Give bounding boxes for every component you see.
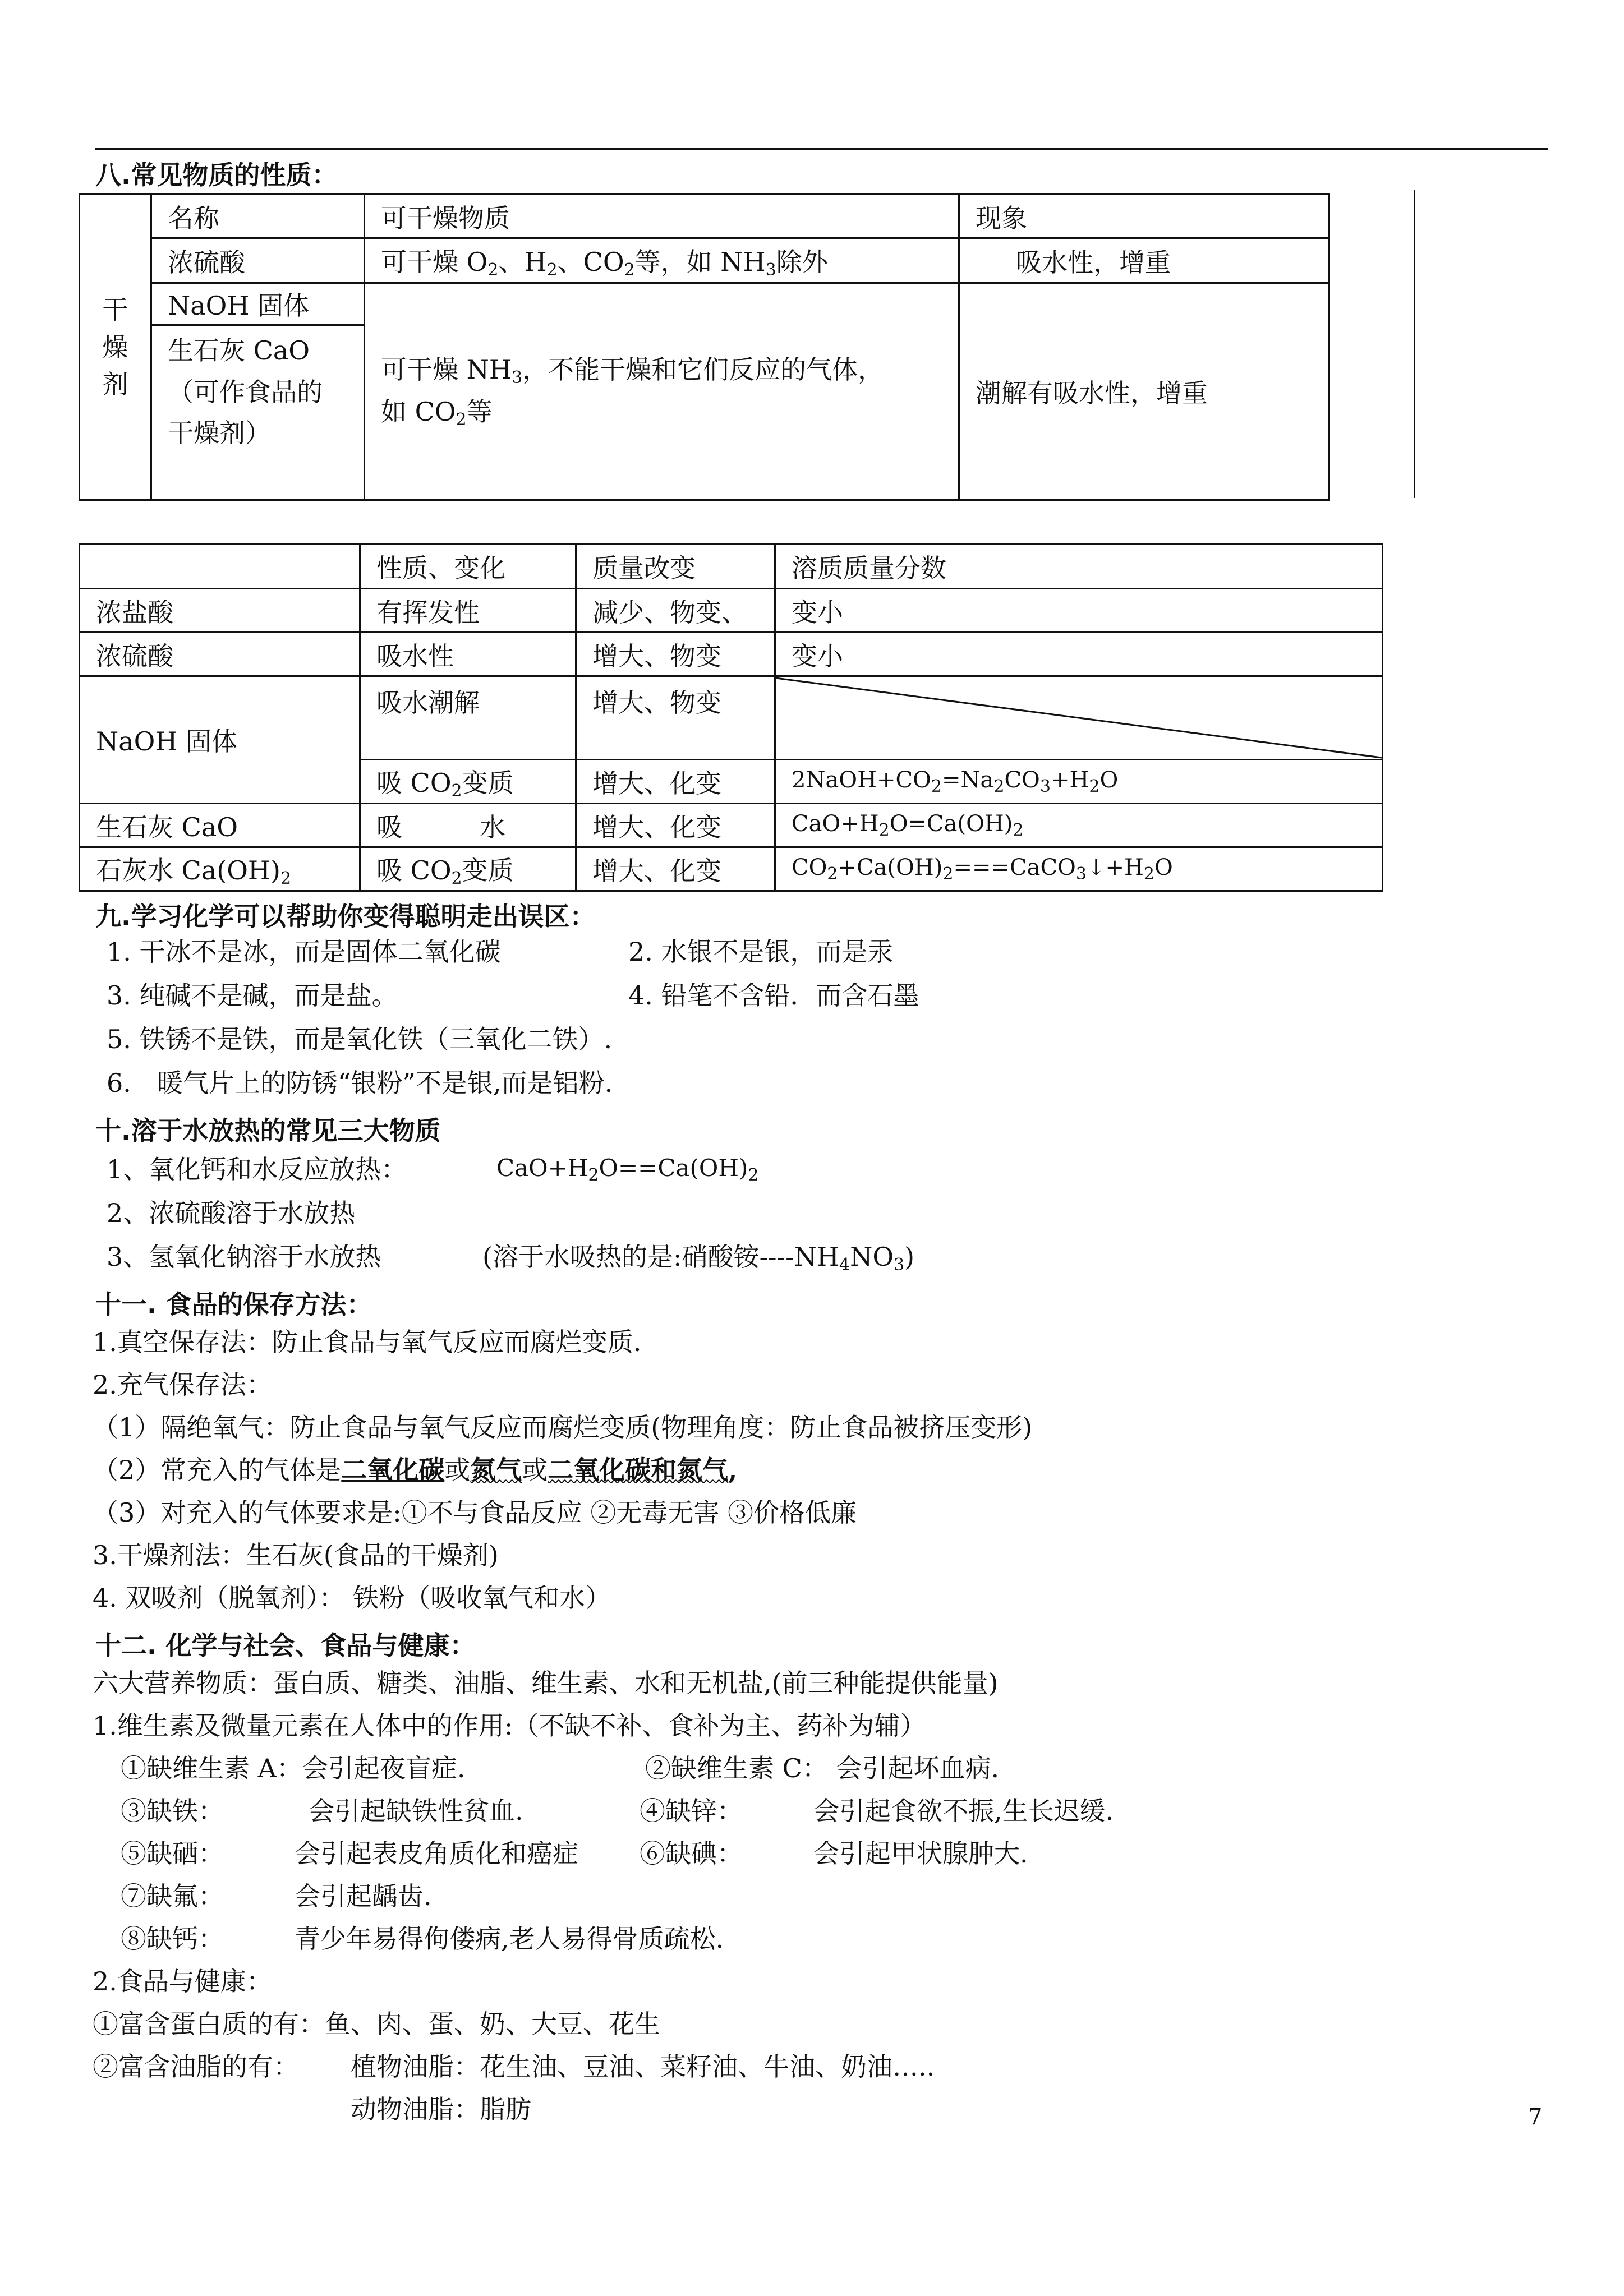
section-10-title: 十.溶于水放热的常见三大物质 (95, 1115, 441, 1146)
cell-substance: 生石灰 CaO (80, 804, 360, 847)
paragraph: 1.维生素及微量元素在人体中的作用:（不缺不补、食补为主、药补为辅） (93, 1711, 926, 1741)
properties-table: 性质、变化 质量改变 溶质质量分数 浓盐酸 有挥发性 减少、物变、 变小 浓硫酸 吸水性 增大、物变 变小 NaOH 固体 吸水潮解 增大、物变 吸 $CO_2$变质 增大、化变 $2NaOH+CO_2=Na_2CO_3+H_2O$ 生石灰 CaO 吸 水 增大、化变 $CaO+H_2O=Ca(OH)_2$ 石灰水 $Ca(OH)_2$ 吸 $CO_2$变质 增大、化变 $CO_2+Ca(OH)_2===CaCO_3↓+H_2O$ (79, 543, 1383, 892)
cell-name-cao: 生石灰 CaO （可作食品的 干燥剂） (151, 325, 365, 500)
list-item: 3. 纯碱不是碱，而是盐。 (107, 980, 398, 1011)
list-item: 2、浓硫酸溶于水放热 (107, 1198, 356, 1228)
list-item: 1. 干冰不是冰，而是固体二氧化碳 (107, 937, 501, 967)
desiccant-table (79, 193, 1330, 501)
list-item: 1、氧化钙和水反应放热： (107, 1154, 407, 1184)
cell-substance: NaOH 固体 (80, 676, 360, 804)
header-solute-fraction: 溶质质量分数 (775, 544, 1383, 589)
equation: $CO_2+Ca(OH)_2===CaCO_3↓+H_2O$ (775, 847, 1383, 891)
page-number: 7 (1528, 2104, 1543, 2130)
list-item: 会引起缺铁性贫血. (309, 1796, 523, 1826)
paragraph: 六大营养物质：蛋白质、糖类、油脂、维生素、水和无机盐,(前三种能提供能量) (93, 1668, 999, 1698)
section-12-title: 十二. 化学与社会、食品与健康： (95, 1630, 476, 1661)
paragraph: 1.真空保存法：防止食品与氧气反应而腐烂变质. (93, 1327, 642, 1357)
list-item: 6. 暖气片上的防锈“银粉”不是银,而是铝粉. (107, 1068, 613, 1098)
header-rule (95, 148, 1548, 150)
list-item: 会引起表皮角质化和癌症 (295, 1838, 578, 1869)
list-item: ⑧缺钙： (121, 1924, 224, 1954)
list-item: ⑦缺氟： (121, 1881, 224, 1911)
header-mass-change: 质量改变 (576, 544, 775, 589)
paragraph: 4. 双吸剂（脱氧剂）： 铁粉（吸收氧气和水） (93, 1583, 611, 1613)
section-11-title: 十一. 食品的保存方法： (95, 1289, 372, 1320)
list-item: 5. 铁锈不是铁，而是氧化铁（三氧化二铁）. (107, 1024, 613, 1054)
cell-substance: 石灰水 $Ca(OH)_2$ (80, 847, 360, 891)
list-item: 会引起食欲不振,生长迟缓. (813, 1796, 1114, 1826)
list-item: ④缺锌： (640, 1796, 743, 1826)
diagonal-empty-cell (775, 676, 1383, 760)
cell-phenomenon-shared: 潮解有吸水性，增重 (959, 283, 1329, 500)
paragraph: 2.充气保存法： (93, 1370, 272, 1400)
paragraph: ①富含蛋白质的有：鱼、肉、蛋、奶、大豆、花生 (93, 2009, 660, 2039)
list-item: 会引起龋齿. (295, 1881, 432, 1911)
section-9-title: 九.学习化学可以帮助你变得聪明走出误区： (95, 901, 596, 932)
desiccant-group-label: 干燥剂 (80, 195, 151, 500)
list-item: ③缺铁： (121, 1796, 224, 1826)
paragraph: （2）常充入的气体是二氧化碳或氮气或二氧化碳和氮气, (93, 1455, 738, 1485)
cell-name: 浓硫酸 (151, 238, 365, 283)
list-item: 青少年易得佝偻病,老人易得骨质疏松. (295, 1924, 724, 1954)
header-property: 性质、变化 (360, 544, 576, 589)
paragraph: 2.食品与健康： (93, 1966, 272, 1997)
margin-rule (1414, 190, 1415, 498)
cell-name: NaOH 固体 (151, 283, 365, 325)
header-name: 名称 (151, 195, 365, 238)
list-item: 3、氢氧化钠溶于水放热 (107, 1242, 381, 1272)
equation: $CaO+H_2O==Ca(OH)_2$ (496, 1154, 759, 1185)
header-dryable: 可干燥物质 (365, 195, 959, 238)
paragraph: ②富含油脂的有： (93, 2051, 299, 2082)
header-phenomenon: 现象 (959, 195, 1329, 238)
list-item: 会引起甲状腺肿大. (813, 1838, 1028, 1869)
note: (溶于水吸热的是:硝酸铵$----NH_4NO_3$) (482, 1242, 915, 1275)
cell-phenomenon: 吸水性，增重 (959, 238, 1329, 283)
cell-substance: 浓硫酸 (80, 633, 360, 676)
list-item: 4. 铅笔不含铅．而含石墨 (628, 980, 919, 1011)
paragraph: 3.干燥剂法：生石灰(食品的干燥剂) (93, 1540, 499, 1570)
paragraph: （1）隔绝氧气：防止食品与氧气反应而腐烂变质(物理角度：防止食品被挤压变形) (93, 1412, 1033, 1442)
list-item: ①缺维生素 A：会引起夜盲症. (121, 1753, 466, 1783)
list-item: ⑤缺硒： (121, 1838, 224, 1869)
list-item: ⑥缺碘： (640, 1838, 743, 1869)
list-item: 2. 水银不是银，而是汞 (628, 937, 894, 967)
list-item: ②缺维生素 C： 会引起坏血病. (645, 1753, 1000, 1783)
equation: $2NaOH+CO_2=Na_2CO_3+H_2O$ (775, 760, 1383, 804)
section-8-title: 八.常见物质的性质： (95, 160, 338, 190)
diagonal-line (776, 677, 1382, 759)
equation: $CaO+H_2O=Ca(OH)_2$ (775, 804, 1383, 847)
paragraph: 动物油脂：脂肪 (351, 2094, 531, 2124)
paragraph: （3）对充入的气体要求是:①不与食品反应 ②无毒无害 ③价格低廉 (93, 1497, 857, 1528)
paragraph: 植物油脂：花生油、豆油、菜籽油、牛油、奶油….. (351, 2051, 935, 2082)
cell-dryable-shared: 可干燥 $NH_3$，不能干燥和它们反应的气体， 如 $CO_2$等 (365, 283, 959, 500)
cell-substance: 浓盐酸 (80, 589, 360, 633)
cell-dryable: 可干燥 $O_2$、$H_2$、$CO_2$等，如 $NH_3$除外 (365, 238, 959, 283)
